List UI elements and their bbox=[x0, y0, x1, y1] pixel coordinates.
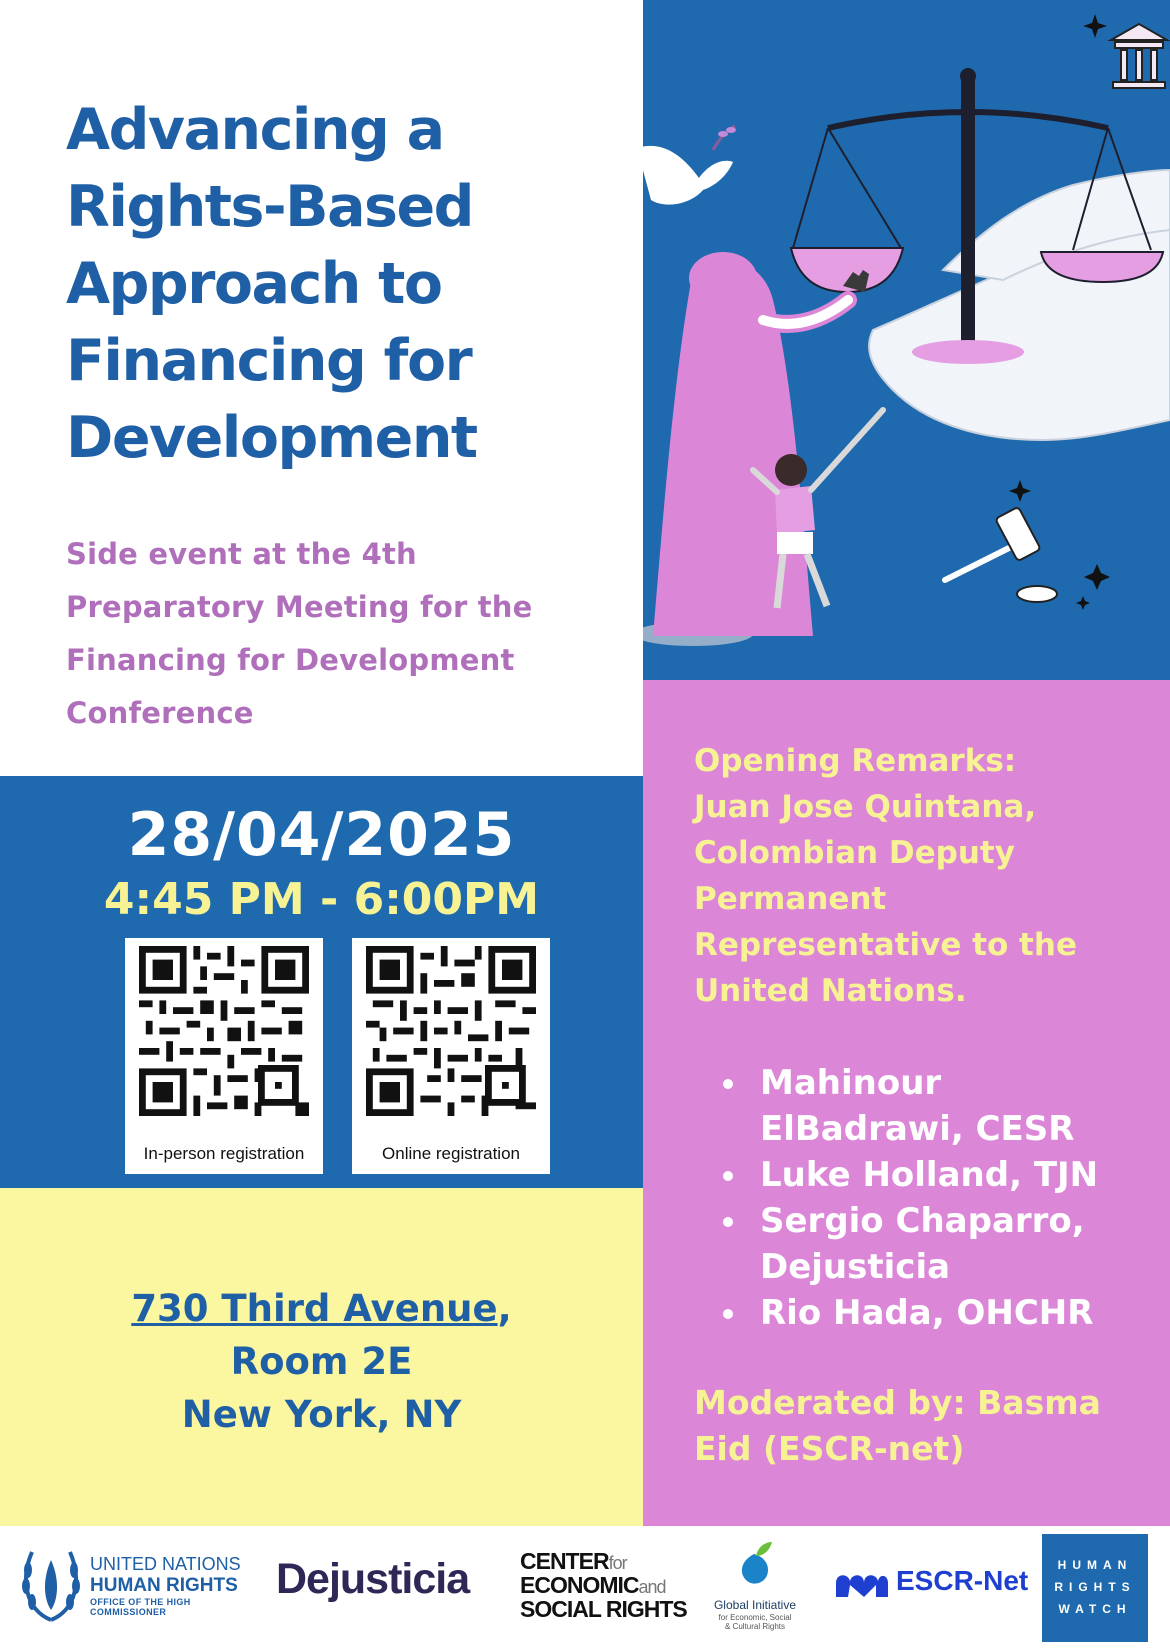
cesr-word: SOCIAL RIGHTS bbox=[520, 1596, 687, 1622]
gi-name: Global Initiative bbox=[713, 1598, 797, 1612]
cesr-word: ECONOMIC bbox=[520, 1572, 639, 1598]
opening-line: Representative to the bbox=[694, 927, 1077, 963]
title-line: Rights-Based bbox=[66, 174, 473, 240]
online-registration-label: Online registration bbox=[382, 1144, 520, 1163]
human-rights-watch-logo bbox=[1042, 1534, 1148, 1642]
speaker-line: Luke Holland, TJN bbox=[760, 1155, 1099, 1195]
address-street-link[interactable]: 730 Third Avenue bbox=[131, 1287, 498, 1330]
un-line: OFFICE OF THE HIGH COMMISSIONER bbox=[90, 1597, 191, 1617]
venue-address bbox=[0, 1282, 643, 1441]
cesr-logo bbox=[520, 1550, 700, 1620]
opening-line: Colombian Deputy bbox=[694, 835, 1015, 871]
gavel-icon bbox=[945, 507, 1057, 602]
hrw-word: HUMAN bbox=[1057, 1558, 1133, 1572]
moderator bbox=[694, 1380, 1154, 1472]
inperson-registration-label: In-person registration bbox=[143, 1144, 305, 1163]
event-date: 28/04/2025 bbox=[127, 800, 516, 870]
speaker-line: Dejusticia bbox=[760, 1247, 951, 1287]
gi-sub: for Economic, Social bbox=[718, 1613, 792, 1622]
title-line: Advancing a bbox=[66, 97, 444, 163]
event-subtitle bbox=[66, 528, 646, 740]
address-street-suffix: , bbox=[497, 1287, 512, 1330]
title-line: Development bbox=[66, 405, 477, 471]
escr-net-name: ESCR-Net bbox=[896, 1565, 1029, 1596]
opening-line: United Nations. bbox=[694, 973, 967, 1009]
speakers-list bbox=[694, 1060, 1144, 1336]
opening-remarks bbox=[694, 738, 1144, 1014]
un-human-rights-logo bbox=[18, 1532, 258, 1642]
inperson-registration-qr[interactable] bbox=[125, 938, 323, 1174]
cesr-word: and bbox=[638, 1577, 666, 1597]
gi-sub: & Cultural Rights bbox=[724, 1622, 786, 1631]
cesr-word: CENTER bbox=[520, 1548, 609, 1574]
subtitle-line: Side event at the 4th bbox=[66, 537, 417, 571]
un-line: HUMAN RIGHTS bbox=[90, 1575, 238, 1596]
dejusticia-logo: Dejusticia bbox=[276, 1555, 470, 1603]
title-line: Financing for bbox=[66, 328, 472, 394]
subtitle-line: Preparatory Meeting for the bbox=[66, 590, 533, 624]
courthouse-icon bbox=[1111, 24, 1167, 88]
hrw-word: RIGHTS bbox=[1054, 1580, 1136, 1594]
list-item bbox=[694, 1060, 1144, 1152]
subtitle-line: Financing for Development bbox=[66, 643, 515, 677]
laurel-icon bbox=[18, 1540, 84, 1632]
cesr-word: for bbox=[608, 1553, 627, 1573]
qr-code-icon bbox=[139, 946, 309, 1116]
global-initiative-logo bbox=[700, 1540, 810, 1640]
event-time: 4:45 PM - 6:00PM bbox=[103, 874, 540, 925]
address-room: Room 2E bbox=[230, 1340, 413, 1383]
moderator-line: Moderated by: Basma bbox=[694, 1383, 1101, 1422]
opening-line: Permanent bbox=[694, 881, 887, 917]
opening-line: Juan Jose Quintana, bbox=[694, 789, 1037, 825]
leaf-drop-icon bbox=[734, 1540, 774, 1586]
escr-net-mark-icon bbox=[836, 1569, 888, 1597]
speaker-line: Sergio Chaparro, bbox=[760, 1201, 1085, 1241]
list-item bbox=[694, 1198, 1144, 1290]
title-line: Approach to bbox=[66, 251, 442, 317]
subtitle-line: Conference bbox=[66, 696, 254, 730]
online-registration-qr[interactable] bbox=[352, 938, 550, 1174]
list-item bbox=[694, 1152, 1144, 1198]
event-title bbox=[66, 92, 626, 477]
opening-line: Opening Remarks: bbox=[694, 743, 1017, 779]
moderator-line: Eid (ESCR-net) bbox=[694, 1429, 965, 1468]
un-line: UNITED NATIONS bbox=[90, 1554, 241, 1574]
qr-code-icon bbox=[366, 946, 536, 1116]
speaker-line: Mahinour bbox=[760, 1063, 942, 1103]
justice-illustration bbox=[643, 0, 1170, 680]
dove-icon bbox=[643, 126, 736, 205]
address-city: New York, NY bbox=[181, 1393, 462, 1436]
woman-figure bbox=[643, 252, 869, 646]
escr-net-logo bbox=[836, 1565, 1028, 1597]
hrw-word: WATCH bbox=[1058, 1602, 1132, 1616]
speaker-line: ElBadrawi, CESR bbox=[760, 1109, 1075, 1149]
list-item bbox=[694, 1290, 1144, 1336]
speaker-line: Rio Hada, OHCHR bbox=[760, 1293, 1094, 1333]
